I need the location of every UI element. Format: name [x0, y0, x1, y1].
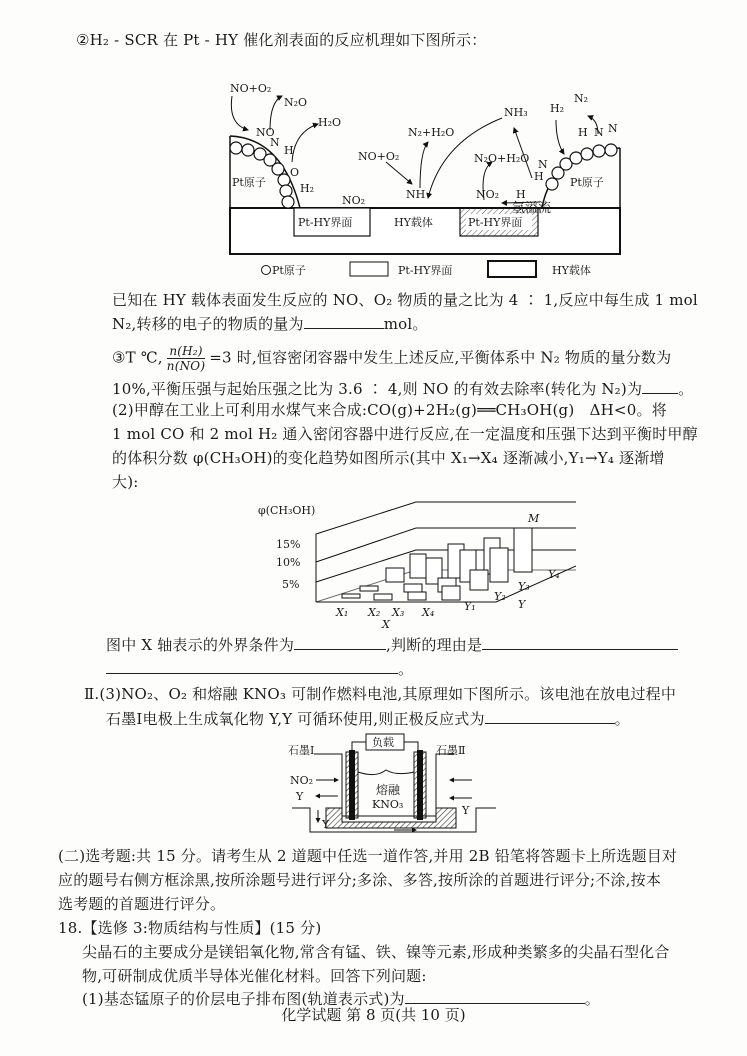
- q18-text-1: 尖晶石的主要成分是镁铝氧化物,常含有锰、铁、镍等元素,形成种类繁多的尖晶石型化合: [82, 943, 670, 961]
- svg-text:10%: 10%: [276, 556, 301, 569]
- svg-text:X₂: X₂: [368, 606, 381, 619]
- svg-text:N₂: N₂: [574, 92, 589, 105]
- svg-text:Y: Y: [462, 804, 470, 817]
- x-axis-question: 图中 X 轴表示的外界条件为 ,判断的理由是: [106, 634, 678, 655]
- answer-blank-reason-1[interactable]: [482, 634, 678, 650]
- svg-text:N₂O: N₂O: [284, 96, 308, 109]
- q2-text-2: N₂,转移的电子的物质的量为 mol。: [112, 315, 428, 333]
- svg-text:Pt-HY界面: Pt-HY界面: [398, 264, 453, 277]
- svg-text:Pt原子: Pt原子: [232, 176, 266, 189]
- svg-text:φ(CH₃OH): φ(CH₃OH): [258, 504, 316, 517]
- section2-line-1: Ⅱ.(3)NO₂、O₂ 和熔融 KNO₃ 可制作燃料电池,其原理如下图所示。该电池在放电过程中: [84, 685, 677, 703]
- svg-text:Y: Y: [296, 790, 304, 803]
- svg-text:Pt原子: Pt原子: [570, 176, 604, 189]
- svg-text:Y₁: Y₁: [464, 600, 476, 613]
- svg-text:石墨Ⅱ: 石墨Ⅱ: [436, 744, 466, 757]
- svg-text:Y₃: Y₃: [518, 580, 530, 593]
- svg-text:N₂O+H₂O: N₂O+H₂O: [474, 152, 530, 165]
- svg-text:X: X: [382, 618, 390, 628]
- svg-text:H₂O: H₂O: [318, 116, 342, 129]
- part2-line-2: 1 mol CO 和 2 mol H₂ 通入密闭容器中进行反应,在一定温度和压强下达到平衡时甲醇: [112, 425, 698, 443]
- methanol-3d-bar-chart: [256, 498, 576, 628]
- svg-text:NO₂: NO₂: [342, 194, 366, 207]
- svg-text:X₁: X₁: [336, 606, 349, 619]
- q2-intro: ②H₂ - SCR 在 Pt - HY 催化剂表面的反应机理如下图所示：: [76, 31, 487, 49]
- part2-line-4: 大):: [112, 473, 139, 491]
- svg-text:石墨Ⅰ: 石墨Ⅰ: [288, 744, 315, 757]
- fuel-cell-diagram: [286, 732, 496, 842]
- svg-text:Y: Y: [322, 818, 330, 831]
- svg-text:NO+O₂: NO+O₂: [230, 82, 272, 95]
- answer-blank-electrons[interactable]: [304, 313, 384, 329]
- elective-line-1: (二)选考题:共 15 分。请考生从 2 道题中任选一道作答,并用 2B 铅笔将答题卡上所选题目对: [58, 847, 678, 865]
- svg-text:Y₂: Y₂: [494, 590, 506, 603]
- q18-title: 18.【选修 3:物质结构与性质】(15 分): [58, 919, 322, 937]
- svg-text:N: N: [608, 122, 618, 135]
- svg-text:H₂: H₂: [300, 182, 315, 195]
- svg-text:氢溢流: 氢溢流: [512, 201, 552, 216]
- svg-text:H₂: H₂: [550, 102, 565, 115]
- elective-line-3: 选考题的首题进行评分。: [58, 895, 226, 913]
- svg-text:O: O: [290, 166, 300, 179]
- svg-text:KNO₃: KNO₃: [372, 798, 404, 811]
- svg-text:X₄: X₄: [422, 606, 435, 619]
- svg-text:Pt原子: Pt原子: [272, 264, 306, 277]
- svg-text:N: N: [538, 158, 548, 171]
- svg-text:H: H: [534, 170, 544, 183]
- svg-text:NH₃: NH₃: [504, 106, 528, 119]
- reaction-mechanism-diagram: [222, 72, 632, 282]
- svg-text:Y: Y: [518, 598, 526, 611]
- x-axis-question-cont: 。: [106, 658, 413, 679]
- q2-text-1: 已知在 HY 载体表面发生反应的 NO、O₂ 物质的量之比为 4 ∶ 1,反应中每生成 1 mol: [112, 291, 698, 309]
- svg-text:NO₂: NO₂: [290, 774, 314, 787]
- answer-blank-condition[interactable]: [294, 634, 386, 650]
- svg-text:5%: 5%: [282, 578, 300, 591]
- svg-text:Pt-HY界面: Pt-HY界面: [298, 216, 353, 229]
- svg-text:NO+O₂: NO+O₂: [358, 150, 400, 163]
- svg-text:M: M: [528, 512, 540, 525]
- svg-text:NO: NO: [256, 126, 275, 139]
- q18-text-2: 物,可研制成优质半导体光催化材料。回答下列问题:: [82, 967, 427, 985]
- part2-line-1: (2)甲醇在工业上可利用水煤气来合成:CO(g)+2H₂(g)══CH₃OH(g) ΔH<0。将: [112, 401, 667, 419]
- svg-text:NO₂: NO₂: [476, 188, 500, 201]
- svg-text:15%: 15%: [276, 538, 301, 551]
- section2-line-2: 石墨Ⅰ电极上生成氧化物 Y,Y 可循环使用,则正极反应式为 。: [106, 710, 630, 728]
- page-footer: 化学试题 第 8 页(共 10 页): [281, 1006, 466, 1024]
- answer-blank-reason-2[interactable]: [106, 658, 398, 674]
- elective-line-2: 应的题号右侧方框涂黑,按所涂题号进行评分;多涂、多答,按所涂的首题进行评分;不涂,按本: [58, 871, 662, 889]
- svg-text:Y₄: Y₄: [548, 568, 560, 581]
- svg-text:H: H: [516, 188, 526, 201]
- svg-text:HY载体: HY载体: [394, 216, 433, 229]
- part2-line-3: 的体积分数 φ(CH₃OH)的变化趋势如图所示(其中 X₁→X₄ 逐渐减小,Y₁→Y₄ 逐渐增: [112, 449, 665, 467]
- svg-text:X₃: X₃: [392, 606, 405, 619]
- svg-text:HY载体: HY载体: [552, 264, 591, 277]
- svg-text:负载: 负载: [372, 736, 394, 749]
- svg-text:N: N: [594, 126, 604, 139]
- q3-line-2: 10%,平衡压强与起始压强之比为 3.6 ∶ 4,则 NO 的有效去除率(转化为 N₂)为 。: [112, 380, 694, 398]
- q18-q1: (1)基态锰原子的价层电子排布图(轨道表示式)为 。: [82, 990, 600, 1008]
- svg-text:熔融: 熔融: [376, 783, 401, 797]
- ratio-fraction: $\frac{\text{n(H₂)}}{n(NO)}$: [166, 344, 206, 373]
- answer-blank-cathode[interactable]: [485, 708, 615, 724]
- svg-text:N₂+H₂O: N₂+H₂O: [408, 126, 455, 139]
- svg-text:N: N: [270, 136, 280, 149]
- q3-line-1: ③T ℃, $\frac{\text{n(H₂)}}{n(NO)}$ =3 时,恒容密闭容器中发生上述反应,平衡体系中 N₂ 物质的量分数为: [112, 344, 672, 373]
- svg-text:Pt-HY界面: Pt-HY界面: [468, 216, 523, 229]
- svg-text:H: H: [578, 126, 588, 139]
- answer-blank-removal-rate[interactable]: [642, 378, 678, 394]
- svg-text:NH: NH: [406, 188, 426, 201]
- answer-blank-mn-orbital[interactable]: [405, 988, 585, 1004]
- svg-text:H: H: [284, 144, 294, 157]
